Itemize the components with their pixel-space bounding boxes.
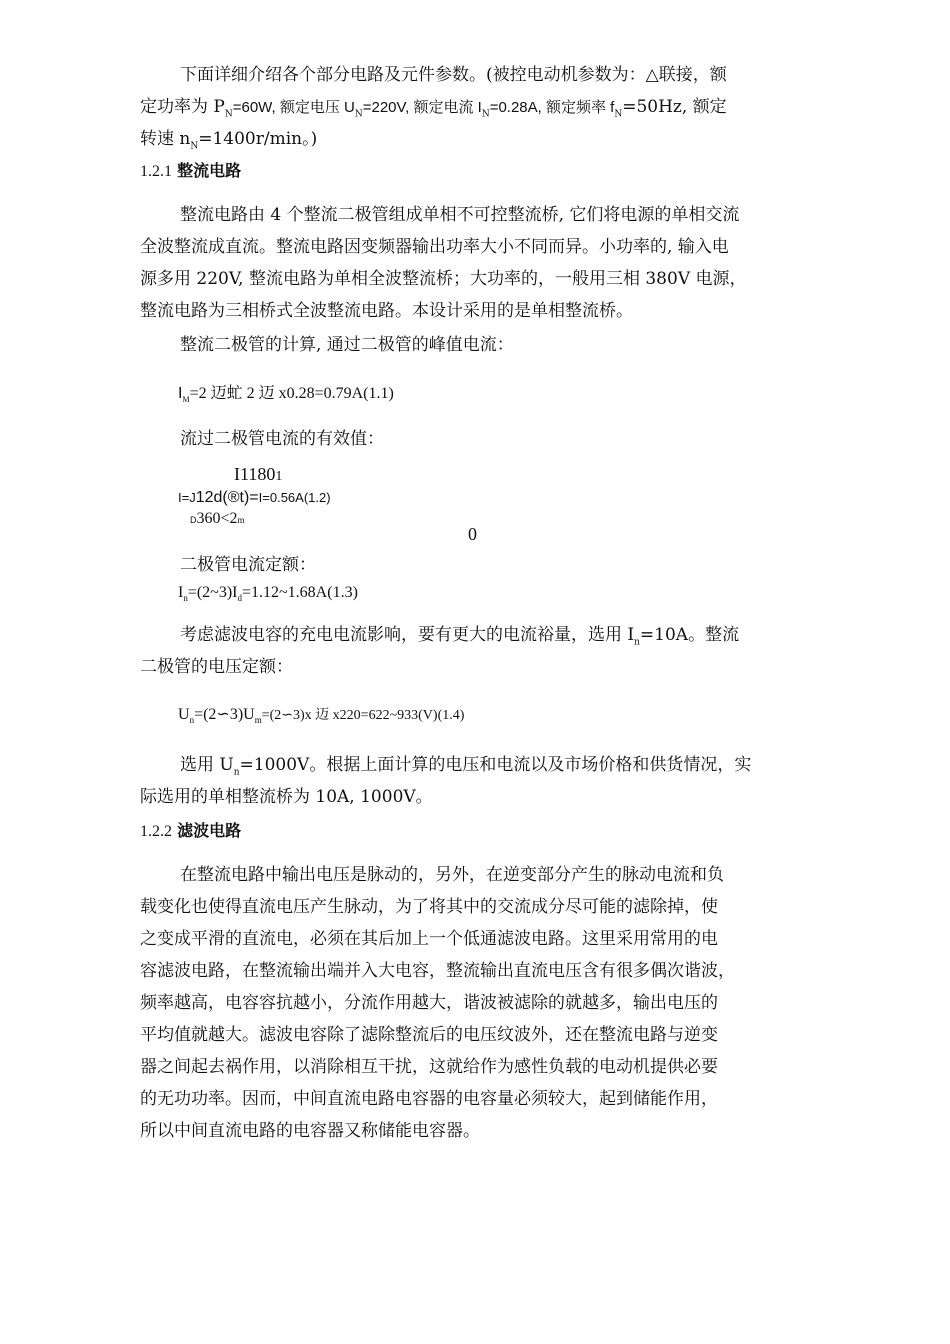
paragraph-diode-peak: 整流二极管的计算, 通过二极管的峰值电流： <box>180 335 514 355</box>
paragraph-rectifier-line-2: 全波整流成直流。整流电路因变频器输出功率大小不同而异。小功率的, 输入电 <box>140 237 729 257</box>
intro-line-2: 定功率为 $P_N=60W$, 额定电压 $U_N=220V$, 额定电流 $I_N=0.28A$, 额定频率 $f_N=50Hz$, 额定 <box>140 97 727 120</box>
intro-line-3: 转速 $n_N=1400r/\min$。) <box>140 129 318 152</box>
paragraph-filter-line-1: 在整流电路中输出电压是脉动的，另外，在逆变部分产生的脉动电流和负 <box>180 865 724 885</box>
paragraph-rectifier-line-3: 源多用 220V, 整流电路为单相全波整流桥；大功率的，一般用三相 380V 电源， <box>140 269 747 289</box>
paragraph-filter-line-6: 平均值就越大。滤波电容除了滤除整流后的电压纹波外，还在整流电路与逆变 <box>140 1025 718 1045</box>
paragraph-filter-line-4: 容滤波电路，在整流输出端并入大电容，整流输出直流电压含有很多偶次谐波， <box>140 961 735 981</box>
paragraph-capacitor-line-2: 二极管的电压定额： <box>140 657 293 677</box>
paragraph-filter-line-3: 之变成平滑的直流电，必须在其后加上一个低通滤波电路。这里采用常用的电 <box>140 929 718 949</box>
intro-line-1: 下面详细介绍各个部分电路及元件参数。(被控电动机参数为：△联接，额 <box>180 65 727 85</box>
paragraph-current-rating: 二极管电流定额： <box>180 555 316 575</box>
equation-1-2: I=J12d(®t)=I=0.56A(1.2) <box>178 489 331 506</box>
equation-1-2-bottom: D360<2m <box>190 510 245 527</box>
equation-1-4: $U_n=(2∽3)U_m=(2∽3)x$ 迈 x220=622~933(V)(1.4) <box>178 706 465 726</box>
equation-1-2-top: I11801 <box>234 464 283 484</box>
paragraph-filter-line-7: 器之间起去祸作用，以消除相互干扰，这就给作为感性负载的电动机提供必要 <box>140 1057 718 1077</box>
equation-1-3: $I_n=(2\sim 3)I_d=1.12\sim 1.68A(1.3)$ <box>178 584 358 604</box>
paragraph-filter-line-2: 载变化也使得直流电压产生脉动，为了将其中的交流成分尽可能的滤除掉，使 <box>140 897 718 917</box>
paragraph-selection-line-1: 选用 $U_n=1000V$。根据上面计算的电压和电流以及市场价格和供货情况，实 <box>180 755 752 778</box>
section-heading-1-2-2: 1.2.2 滤波电路 <box>140 821 242 840</box>
equation-1-2-zero: 0 <box>468 524 477 544</box>
paragraph-selection-line-2: 际选用的单相整流桥为 10A, 1000V。 <box>140 787 433 807</box>
paragraph-rectifier-line-4: 整流电路为三相桥式全波整流电路。本设计采用的是单相整流桥。 <box>140 301 633 321</box>
paragraph-filter-line-8: 的无功功率。因而，中间直流电路电容器的电容量必须较大，起到储能作用， <box>140 1089 718 1109</box>
equation-1-1: $I_M=2$ 迈虻 2 迈 x0.28=0.79A(1.1) <box>178 385 394 405</box>
paragraph-capacitor-line-1: 考虑滤波电容的充电电流影响，要有更大的电流裕量，选用 $I_n=10A$。整流 <box>180 625 740 648</box>
paragraph-filter-line-9: 所以中间直流电路的电容器又称储能电容器。 <box>140 1121 480 1141</box>
paragraph-rectifier-line-1: 整流电路由 4 个整流二极管组成单相不可控整流桥, 它们将电源的单相交流 <box>180 205 740 225</box>
paragraph-filter-line-5: 频率越高，电容容抗越小，分流作用越大，谐波被滤除的就越多，输出电压的 <box>140 993 718 1013</box>
paragraph-rms-current: 流过二极管电流的有效值： <box>180 429 384 449</box>
section-heading-1-2-1: 1.2.1 整流电路 <box>140 161 242 180</box>
